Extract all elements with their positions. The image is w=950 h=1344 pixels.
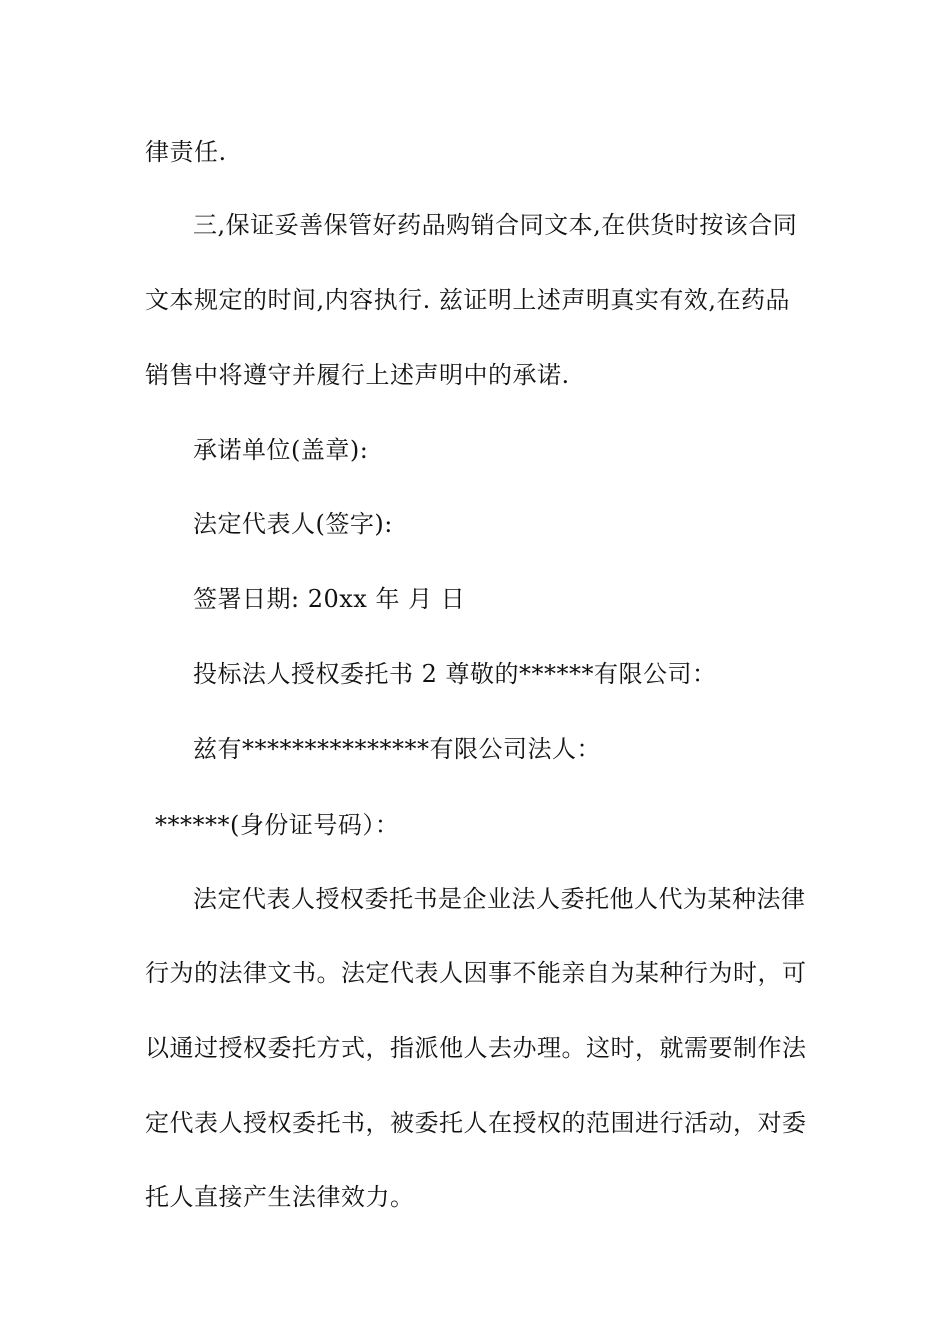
- paragraph-line-2: 三,保证妥善保管好药品购销合同文本,在供货时按该合同: [193, 211, 798, 239]
- paragraph-line-12: 行为的法律文书。法定代表人因事不能亲自为某种行为时，可: [145, 959, 807, 987]
- paragraph-line-15: 托人直接产生法律效力。: [145, 1183, 415, 1211]
- legal-representative-line: 法定代表人(签字):: [193, 510, 393, 538]
- paragraph-line-1: 律责任.: [145, 138, 227, 166]
- signature-unit-line: 承诺单位(盖章):: [193, 436, 369, 464]
- signing-date-line: 签署日期: 20xx 年 月 日: [193, 585, 466, 613]
- paragraph-line-14: 定代表人授权委托书，被委托人在授权的范围进行活动，对委: [145, 1109, 807, 1137]
- paragraph-line-4: 销售中将遵守并履行上述声明中的承诺.: [145, 361, 570, 389]
- authorization-heading-line: 投标法人授权委托书 2 尊敬的******有限公司：: [193, 660, 717, 688]
- paragraph-line-11: 法定代表人授权委托书是企业法人委托他人代为某种法律: [193, 885, 806, 913]
- paragraph-line-13: 以通过授权委托方式，指派他人去办理。这时，就需要制作法: [145, 1034, 807, 1062]
- paragraph-line-3: 文本规定的时间,内容执行. 兹证明上述声明真实有效,在药品: [145, 286, 791, 314]
- company-legal-person-line: 兹有***************有限公司法人：: [193, 735, 601, 763]
- id-number-line: ******(身份证号码）：: [155, 811, 400, 839]
